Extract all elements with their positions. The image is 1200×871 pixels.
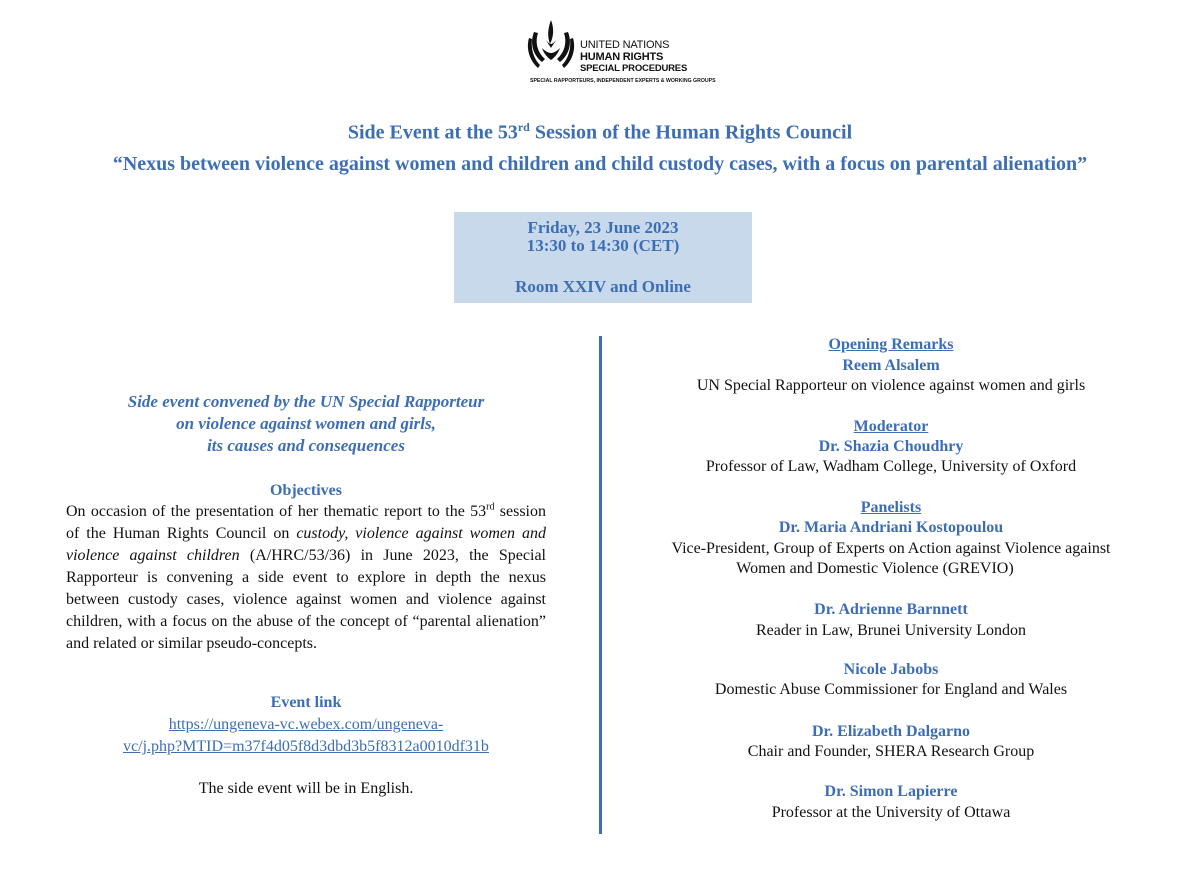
un-human-rights-logo [524, 18, 716, 88]
event-link[interactable] [66, 714, 546, 758]
event-details-box [454, 212, 752, 303]
convened-by-statement [66, 391, 546, 457]
panelist-role: Professor at the University of Ottawa [771, 804, 1011, 821]
panelist-name: Dr. Maria Andriani Kostopoulou [778, 519, 1004, 536]
opening-speaker-name: Reem Alsalem [842, 357, 940, 374]
objectives-heading: Objectives [270, 482, 342, 499]
event-location: Room XXIV and Online [515, 277, 691, 296]
objectives-italic: custody, violence against women and violence against children [66, 525, 546, 564]
title-superscript: rd [517, 120, 530, 134]
panelist-role-line-2: Women and Domestic Violence (GREVIO) [736, 560, 1014, 577]
panelist-role: Vice-President, Group of Experts on Action against Violence against [671, 540, 1111, 557]
logo-tagline: SPECIAL RAPPORTEURS, INDEPENDENT EXPERTS & WORKING GROUPS [530, 78, 716, 84]
title-text-pre: Side Event at the 53 [347, 121, 518, 144]
event-link-line-2[interactable]: vc/j.php?MTID=m37f4d05f8d3dbd3b5f8312a0010df31b [123, 738, 489, 755]
panelist-role: Chair and Founder, SHERA Research Group [747, 743, 1035, 760]
convened-line-3: its causes and consequences [207, 436, 405, 455]
panelists-heading: Panelists [860, 499, 922, 516]
event-date: Friday, 23 June 2023 [527, 218, 679, 237]
objectives-text-3: (A/HRC/53/36) in June 2023, the Special Rapporteur is convening a side event to explore in depth the nexus between custody cases, violence against women and violence against children, with a focus on the abuse of the concept of “parental alienation” and related or similar pseudo-concepts. [66, 547, 546, 652]
olive-wreath-icon [524, 18, 578, 76]
event-time: 13:30 to 14:30 (CET) [526, 236, 680, 255]
panelist-name: Dr. Adrienne Barnnett [814, 601, 968, 618]
event-link-heading: Event link [270, 694, 342, 711]
objectives-text-1: On occasion of the presentation of her thematic report to the 53 [66, 503, 487, 520]
event-link-line-1[interactable]: https://ungeneva-vc.webex.com/ungeneva- [168, 716, 444, 733]
moderator-heading: Moderator [853, 418, 929, 435]
logo-line-un: UNITED NATIONS [580, 39, 670, 51]
panelist-role: Reader in Law, Brunei University London [755, 622, 1026, 639]
panelist-role: Domestic Abuse Commissioner for England and Wales [714, 681, 1068, 698]
moderator-role: Professor of Law, Wadham College, University of Oxford [705, 458, 1077, 475]
objectives-paragraph [66, 501, 546, 655]
panelist-name: Nicole Jabobs [843, 661, 939, 678]
page-title [0, 120, 1200, 145]
moderator-name: Dr. Shazia Choudhry [818, 438, 964, 455]
opening-speaker-role: UN Special Rapporteur on violence against women and girls [696, 377, 1086, 394]
event-subtitle: “Nexus between violence against women and children and child custody cases, with a focus on parental alienation” [112, 153, 1088, 175]
objectives-text-2: session of the Human Rights Council on [66, 503, 546, 542]
column-divider [599, 336, 602, 834]
language-note: The side event will be in English. [198, 780, 414, 797]
logo-line-human-rights: HUMAN RIGHTS [580, 51, 664, 63]
opening-remarks-heading: Opening Remarks [828, 336, 954, 353]
title-text-post: Session of the Human Rights Council [529, 121, 853, 144]
panelist-name: Dr. Simon Lapierre [824, 783, 958, 800]
logo-line-special-procedures: SPECIAL PROCEDURES [580, 63, 688, 74]
objectives-superscript: rd [486, 501, 495, 513]
panelist-name: Dr. Elizabeth Dalgarno [811, 723, 971, 740]
convened-line-2: on violence against women and girls, [176, 414, 436, 433]
convened-line-1: Side event convened by the UN Special Rapporteur [127, 392, 485, 411]
